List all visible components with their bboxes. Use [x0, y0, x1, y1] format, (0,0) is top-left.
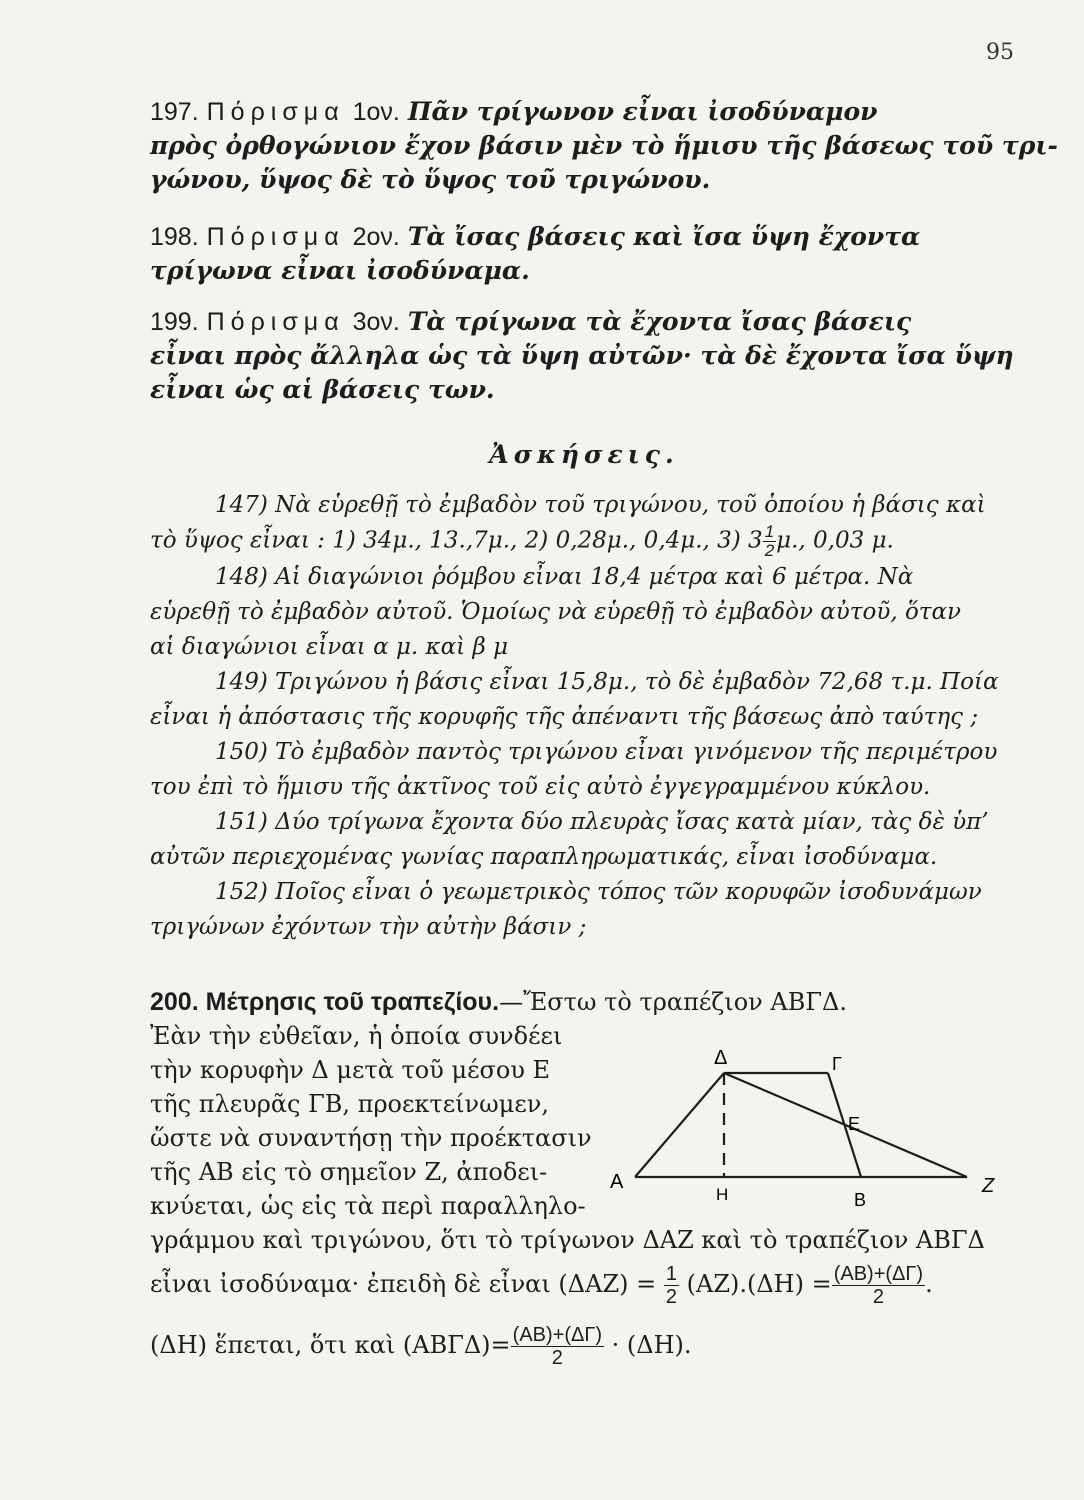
section-text: τὴν κορυφὴν Δ μετὰ τοῦ μέσου Ε — [150, 1056, 551, 1084]
exercises-list — [150, 488, 1018, 945]
exercises-heading: Ἀσκήσεις. — [489, 440, 679, 469]
section-text: γράμμου καὶ τριγώνου, ὅτι τὸ τρίγωνον ΔΑΖ καὶ τὸ τραπέζιον ΑΒΓΔ — [150, 1226, 985, 1254]
exercise-150: 150) Τὸ ἐμβαδὸν παντὸς τριγώνου εἶναι γινόμενον τῆς περιμέτρου — [215, 739, 998, 765]
page-number: 95 — [986, 40, 1014, 65]
side-AD — [635, 1073, 724, 1177]
label-D: Δ — [714, 1047, 728, 1069]
label-H: Η — [716, 1185, 729, 1204]
corollary-number: 198. — [150, 223, 199, 251]
corollary-text: γώνου, ὕψος δὲ τὸ ὕψος τοῦ τριγώνου. — [150, 165, 711, 194]
label-Z: Ζ — [982, 1175, 995, 1197]
corollary-label: Πόρισμα — [206, 98, 345, 126]
corollary-text: εἶναι πρὸς ἄλληλα ὡς τὰ ὕψη αὐτῶν· τὰ δὲ ἔχοντα ἴσα ὕψη — [150, 341, 1014, 370]
label-B: Β — [854, 1190, 867, 1210]
label-A: Α — [610, 1171, 624, 1193]
exercise-149: 149) Τριγώνου ἡ βάσις εἶναι 15,8μ., τὸ δὲ ἐμβαδὸν 72,68 τ.μ. Ποία — [215, 669, 999, 695]
exercise-147: 147) Νὰ εὑρεθῇ τὸ ἐμβαδὸν τοῦ τριγώνου, τοῦ ὁποίου ἡ βάσις καὶ — [215, 492, 986, 518]
corollary-text: εἶναι ὡς αἱ βάσεις των. — [150, 375, 495, 404]
fraction-bases-sum: $\frac{(AB)+(\Delta\Gamma)}{2}$ — [833, 1263, 924, 1308]
corollary-ordinal: 3ον. — [352, 308, 400, 336]
exercise-151: 151) Δύο τρίγωνα ἔχοντα δύο πλευρὰς ἴσας κατὰ μίαν, τὰς δὲ ὑπ’ — [215, 809, 989, 835]
section-text: ὥστε νὰ συναντήσῃ τὴν προέκτασιν — [150, 1124, 592, 1152]
corollary-199 — [150, 305, 1018, 407]
exercise-148-line3: αἱ διαγώνιοι εἶναι α μ. καὶ β μ — [150, 634, 509, 660]
corollary-ordinal: 1ον. — [352, 98, 400, 126]
corollary-ordinal: 2ον. — [352, 223, 400, 251]
corollary-197 — [150, 95, 1058, 197]
corollary-number: 197. — [150, 98, 199, 126]
exercise-148-line2: εὑρεθῇ τὸ ἐμβαδὸν αὐτοῦ. Ὁμοίως νὰ εὑρεθῇ τὸ ἐμβαδὸν αὐτοῦ, ὅταν — [150, 599, 962, 625]
fraction-bases-sum: $\frac{(AB)+(\Delta\Gamma)}{2}$ — [512, 1324, 603, 1369]
corollary-text: τρίγωνα εἶναι ἰσοδύναμα. — [150, 256, 530, 285]
exercise-152: 152) Ποῖος εἶναι ὁ γεωμετρικὸς τόπος τῶν κορυφῶν ἰσοδυνάμων — [215, 879, 982, 905]
section-intro: —Ἔστω τὸ τραπέζιον ΑΒΓΔ. — [499, 988, 847, 1016]
label-E: Ε — [848, 1114, 861, 1134]
corollary-text: Τὰ τρίγωνα τὰ ἔχοντα ἴσας βάσεις — [407, 307, 912, 336]
corollary-text: πρὸς ὀρθογώνιον ἔχον βάσιν μὲν τὸ ἥμισυ τῆς βάσεως τοῦ τρι- — [150, 131, 1058, 160]
corollary-text: Τὰ ἴσας βάσεις καὶ ἴσα ὕψη ἔχοντα — [407, 222, 921, 251]
exercise-150-line2: του ἐπὶ τὸ ἥμισυ τῆς ἀκτῖνος τοῦ εἰς αὐτὸ ἐγγεγραμμένου κύκλου. — [150, 774, 931, 800]
corollary-label: Πόρισμα — [206, 223, 345, 251]
area-formula-line: εἶναι ἰσοδύναμα· ἐπειδὴ δὲ εἶναι (ΔΑΖ) = $\frac{1}{2}$ (ΑΖ).(ΔΗ) = $\frac{(AB)+(\Delta\Gamma)}{2}$ . — [150, 1263, 933, 1308]
exercise-147-line2: τὸ ὕψος εἶναι : 1) 34μ., 13.,7μ., 2) 0,28μ., 0,4μ., 3) 3 $\frac{1}{2}$ μ., 0,03 μ. — [150, 522, 894, 560]
exercise-151-line2: αὐτῶν περιεχομένας γωνίας παραπληρωματικάς, εἶναι ἰσοδύναμα. — [150, 844, 938, 870]
corollary-198 — [150, 220, 1018, 288]
fraction-half: $\frac{1}{2}$ — [665, 1263, 677, 1308]
section-text: κνύεται, ὡς εἰς τὰ περὶ παραλληλο- — [150, 1192, 586, 1220]
exercise-152-line2: τριγώνων ἐχόντων τὴν αὐτὴν βάσιν ; — [150, 914, 587, 940]
corollary-text: Πᾶν τρίγωνον εἶναι ἰσοδύναμον — [407, 97, 878, 126]
exercise-148: 148) Αἱ διαγώνιοι ῥόμβου εἶναι 18,4 μέτρα καὶ 6 μέτρα. Νὰ — [215, 564, 914, 590]
section-title: 200. Μέτρησις τοῦ τραπεζίου. — [150, 988, 500, 1016]
exercise-149-line2: εἶναι ἡ ἀπόστασις τῆς κορυφῆς τῆς ἀπέναντι τῆς βάσεως ἀπὸ ταύτης ; — [150, 704, 979, 730]
corollary-label: Πόρισμα — [206, 308, 345, 336]
section-text: τῆς πλευρᾶς ΓΒ, προεκτείνωμεν, — [150, 1090, 549, 1118]
trapezoid-area-formula: (ΔΗ) ἕπεται, ὅτι καὶ (ΑΒΓΔ)= $\frac{(AB)+(\Delta\Gamma)}{2}$ · (ΔΗ). — [150, 1324, 692, 1369]
line-DZ — [724, 1073, 967, 1177]
label-G: Γ — [832, 1054, 842, 1074]
section-text: Ἐὰν τὴν εὐθεῖαν, ἡ ὁποία συνδέει — [150, 1022, 563, 1050]
trapezoid-figure — [590, 1040, 1010, 1215]
section-text: τῆς ΑΒ εἰς τὸ σημεῖον Ζ, ἀποδει- — [150, 1158, 548, 1186]
fraction-half: $\frac{1}{2}$ — [764, 522, 775, 560]
corollary-number: 199. — [150, 308, 199, 336]
